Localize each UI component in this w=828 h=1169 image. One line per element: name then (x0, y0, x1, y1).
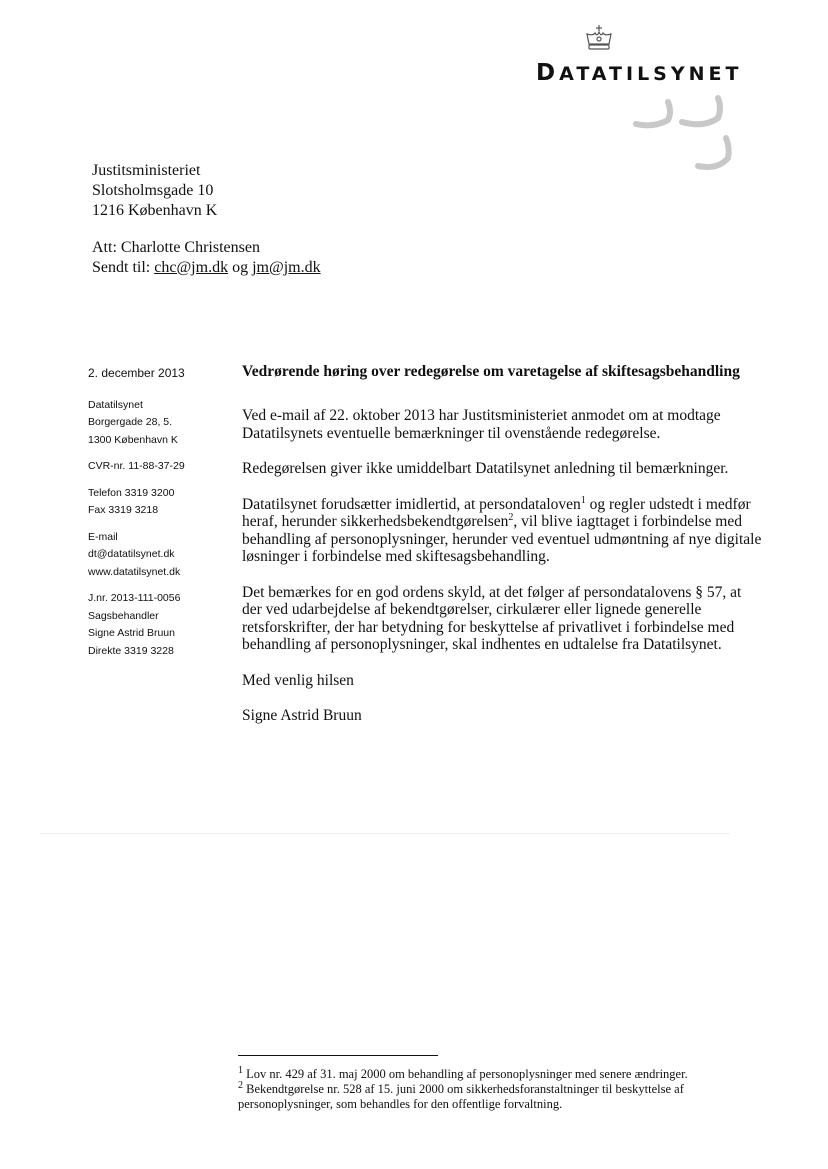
attention-line: Att: Charlotte Christensen (92, 239, 260, 256)
sender-website[interactable]: www.datatilsynet.dk (88, 565, 181, 578)
direct-phone: Direkte 3319 3228 (88, 644, 174, 657)
case-number: J.nr. 2013-111-0056 (88, 592, 181, 604)
sender-city: 1300 København K (88, 433, 178, 446)
email-link-chc[interactable]: chc@jm.dk (154, 259, 229, 276)
logo-initial: D (536, 60, 560, 86)
sender-street: Borgergade 28, 5. (88, 416, 173, 428)
footnote-ref-2: 2 (508, 511, 514, 523)
email-link-jm[interactable]: jm@jm.dk (252, 259, 321, 276)
sender-org: Datatilsynet (88, 398, 143, 411)
paragraph-3-part-a: Datatilsynet forudsætter imidlertid, at persondataloven (242, 495, 581, 513)
caseworker-label: Sagsbehandler (88, 609, 159, 622)
logo-rest: ATATILSYNET (559, 63, 743, 85)
footnote-divider (238, 1055, 438, 1056)
sent-to-label: Sendt til: (92, 259, 155, 276)
paragraph-1: Ved e-mail af 22. oktober 2013 har Justitsministeriet anmodet om at modtage Datatilsynets eventuelle bemærkninger til ovenstående redegørelse. (242, 407, 721, 442)
logo-wordmark (536, 60, 742, 86)
sender-email[interactable]: dt@datatilsynet.dk (88, 548, 175, 560)
sender-fax: Fax 3319 3218 (88, 504, 159, 516)
recipient-line: 1216 København K (92, 202, 218, 219)
sender-cvr: CVR-nr. 11-88-37-29 (88, 460, 185, 472)
caseworker-name: Signe Astrid Bruun (88, 627, 175, 639)
footnote-text: Lov nr. 429 af 31. maj 2000 om behandling af personoplysninger med senere ændringer. (243, 1067, 688, 1081)
footnote-number: 1 (238, 1064, 243, 1076)
scan-artifact-line (40, 833, 730, 834)
stamp-marks-icon (628, 92, 738, 176)
sender-email-label: E-mail (88, 530, 118, 543)
sent-to-line (92, 258, 321, 278)
footnote-ref-1: 1 (580, 494, 586, 506)
paragraph-3-part-b: og regler udstedt i medfør heraf, herunder sikkerhedsbekendtgørelsen (242, 495, 751, 530)
paragraph-3-part-c: , vil blive iagttaget i forbindelse med behandling af personoplysninger, herunder ved eventuel udmøntning af nye digitale løsninger i forbindelse med skiftesagsbehandling. (242, 513, 762, 565)
sender-phone: Telefon 3319 3200 (88, 486, 175, 499)
paragraph-3 (242, 496, 762, 566)
footnote-number: 2 (238, 1079, 243, 1091)
letter-date: 2. december 2013 (88, 366, 185, 380)
recipient-line: Slotsholmsgade 10 (92, 182, 214, 199)
paragraph-4: Det bemærkes for en god ordens skyld, at det følger af persondatalovens § 57, at der ved udarbejdelse af bekendtgørelser, cirkulærer eller lignede generelle retsforskrifter, der har betydning for beskyttelse af privatlivet i forbindelse med behandling af personoplysninger, skal indhentes en udtalelse fra Datatilsynet. (242, 583, 742, 653)
recipient-line: Justitsministeriet (92, 162, 201, 179)
sender-sidebar (88, 365, 238, 660)
crown-icon (584, 24, 614, 52)
connector-text: og (228, 259, 253, 276)
signature: Signe Astrid Bruun (242, 707, 362, 724)
footnote-1 (238, 1064, 758, 1082)
footnotes (238, 1064, 758, 1112)
recipient-address (92, 161, 217, 221)
footnote-2 (238, 1079, 758, 1112)
recipient-attention (92, 238, 321, 278)
letter-body (242, 362, 762, 743)
letter-subject: Vedrørende høring over redegørelse om varetagelse af skiftesagsbehandling (242, 363, 740, 380)
paragraph-2: Redegørelsen giver ikke umiddelbart Datatilsynet anledning til bemærkninger. (242, 460, 729, 477)
closing: Med venlig hilsen (242, 671, 354, 689)
footnote-text: Bekendtgørelse nr. 528 af 15. juni 2000 om sikkerhedsforanstaltninger til beskyttelse af personoplysninger, som behandles for den offentlige forvaltning. (238, 1082, 684, 1111)
